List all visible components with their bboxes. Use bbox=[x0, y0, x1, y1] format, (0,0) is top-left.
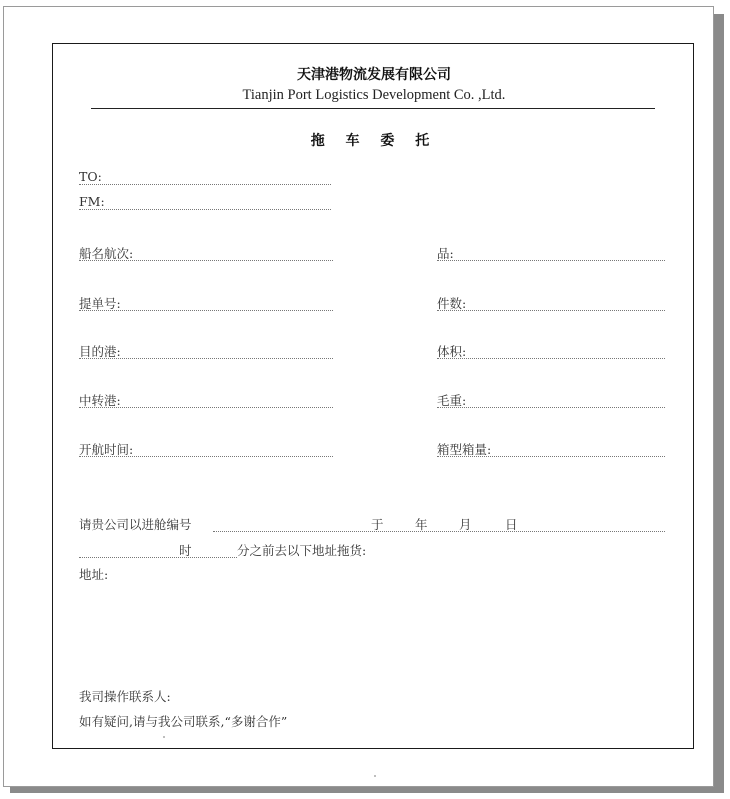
company-name-english: Tianjin Port Logistics Development Co. ,Ltd. bbox=[242, 87, 506, 103]
paper-speck bbox=[163, 736, 165, 738]
contact-note: 如有疑问,请与我公司联系,“多谢合作” bbox=[79, 714, 288, 729]
request-minute-suffix: 分之前去以下地址拖货: bbox=[237, 543, 367, 558]
gross-weight-line bbox=[437, 407, 665, 408]
bl-number-label: 提单号: bbox=[79, 296, 121, 311]
fm-label: FM: bbox=[79, 194, 105, 209]
sail-time-label: 开航时间: bbox=[79, 442, 134, 457]
container-type-quantity-line bbox=[437, 456, 665, 457]
contact-person-label: 我司操作联系人: bbox=[79, 689, 171, 704]
container-type-quantity-label: 箱型箱量: bbox=[437, 442, 492, 457]
destination-port-label: 目的港: bbox=[79, 344, 121, 359]
paper-speck bbox=[374, 775, 376, 777]
sail-time-line bbox=[79, 456, 333, 457]
document-title: 拖 车 委 托 bbox=[310, 133, 438, 149]
header-rule bbox=[91, 108, 655, 109]
address-label: 地址: bbox=[79, 567, 109, 582]
company-name-chinese: 天津港物流发展有限公司 bbox=[297, 67, 451, 83]
document-page bbox=[3, 6, 714, 787]
request-hour: 时 bbox=[179, 543, 192, 558]
vessel-voyage-label: 船名航次: bbox=[79, 246, 134, 261]
request-month: 月 bbox=[459, 517, 472, 532]
request-date-line bbox=[213, 531, 665, 532]
request-year: 年 bbox=[415, 517, 428, 532]
request-on: 于 bbox=[371, 517, 384, 532]
to-label: TO: bbox=[79, 169, 102, 184]
product-label: 品: bbox=[437, 246, 454, 261]
product-line bbox=[437, 260, 665, 261]
request-day: 日 bbox=[505, 517, 518, 532]
transit-port-label: 中转港: bbox=[79, 393, 121, 408]
pieces-line bbox=[437, 310, 665, 311]
pieces-label: 件数: bbox=[437, 296, 467, 311]
bl-number-line bbox=[79, 310, 333, 311]
volume-label: 体积: bbox=[437, 344, 467, 359]
vessel-voyage-line bbox=[79, 260, 333, 261]
fm-line bbox=[79, 209, 331, 210]
destination-port-line bbox=[79, 358, 333, 359]
request-time-line bbox=[79, 557, 237, 558]
request-prefix: 请贵公司以进舱编号 bbox=[79, 517, 192, 532]
volume-line bbox=[437, 358, 665, 359]
gross-weight-label: 毛重: bbox=[437, 393, 467, 408]
to-line bbox=[79, 184, 331, 185]
transit-port-line bbox=[79, 407, 333, 408]
form-frame bbox=[52, 43, 694, 749]
